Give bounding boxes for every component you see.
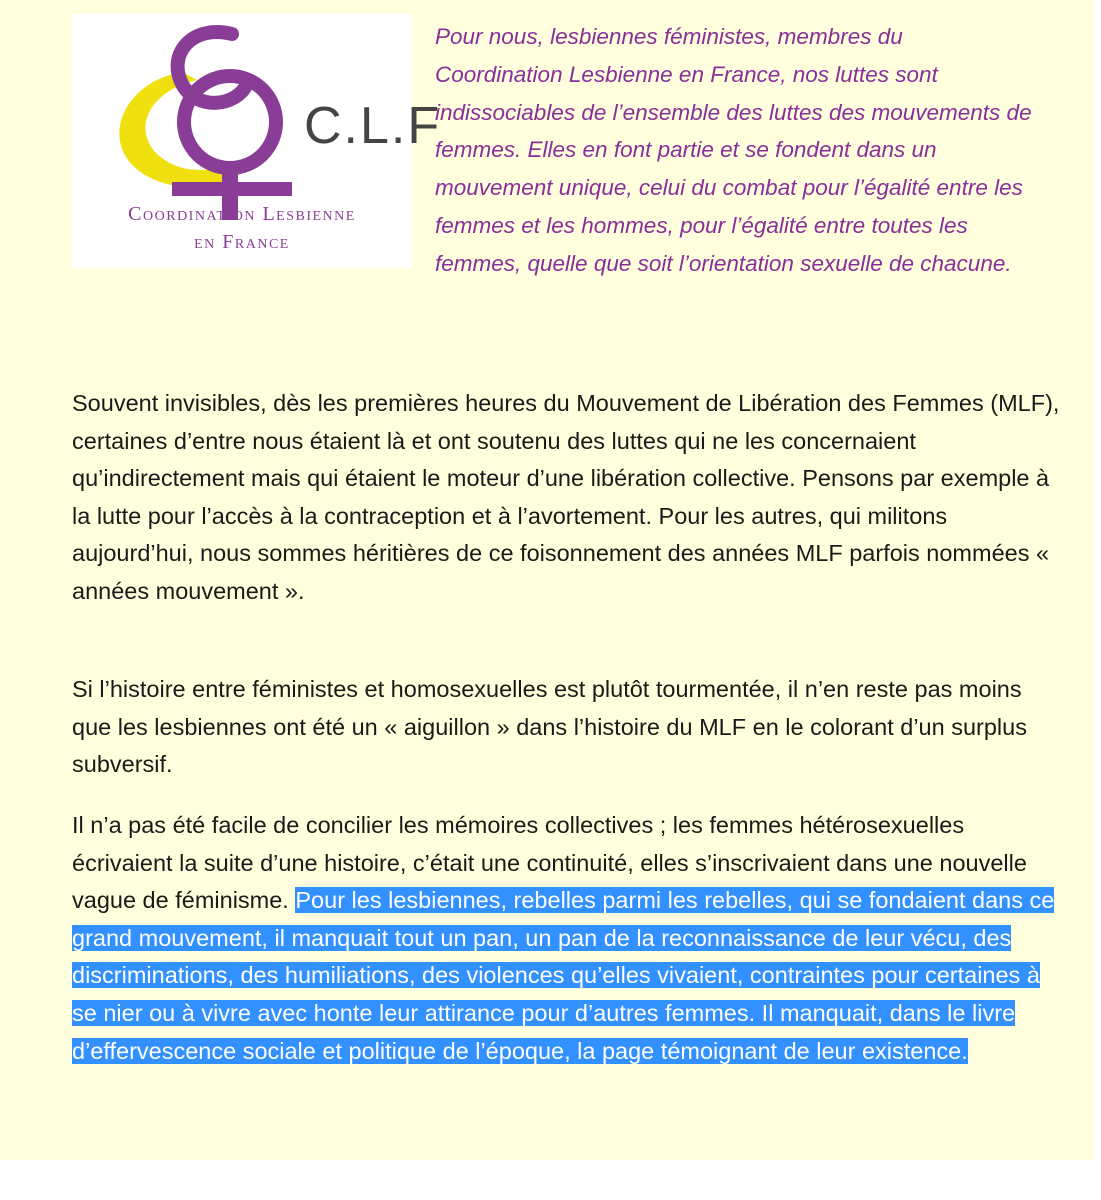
venus-circle [184, 76, 276, 168]
paragraph-1: Souvent invisibles, dès les premières heures du Mouvement de Libération des Femmes (MLF), certaines d’entre nous étaient là et ont soutenu des luttes qui ne les concernaient qu’indirectement mais qui étaient le moteur d’une libération collective. Pensons par exemple à la lutte pour l’accès à la contraception et à l’avortement. Pour les autres, qui militons aujourd’hui, nous sommes héritières de ce foisonnement des années MLF parfois nommées « années mouvement ». [72, 390, 1060, 604]
paragraph-3-text: Il n’a pas été facile de concilier les mémoires collectives ; les femmes hétérosexuelles écrivaient la suite d’une histoire, c’était une continuité, elles s’inscrivaient dans une nouvelle vague de féminisme. [72, 812, 1027, 914]
logo-caption-line2: en France [194, 231, 290, 253]
paragraph-3 [72, 807, 1062, 1070]
selected-text[interactable]: Pour les lesbiennes, rebelles parmi les rebelles, qui se fondaient dans ce grand mouvement, il manquait tout un pan, un pan de la reconnaissance de leur vécu, des discriminations, des humiliations, des violences qu’elles vivaient, contraintes pour certaines à se nier ou à vivre avec honte leur attirance pour d’autres femmes. Il manquait, dans le livre d’effervescence sociale et politique de l’époque, la page témoignant de leur existence. [72, 887, 1055, 1064]
logo-caption [72, 200, 412, 256]
intro-quote: Pour nous, lesbiennes féministes, membres du Coordination Lesbienne en France, nos luttes sont indissociables de l’ensemble des luttes des mouvements de femmes. Elles en font partie et se fondent dans un mouvement unique, celui du combat pour l’égalité entre les femmes et les hommes, pour l’égalité entre toutes les femmes, quelle que soit l’orientation sexuelle de chacune. [435, 24, 1032, 276]
logo-acronym: C.L.F [304, 97, 442, 155]
venus-crossbar [172, 182, 292, 196]
clf-logo [72, 14, 442, 268]
paragraph-2: Si l’histoire entre féministes et homosexuelles est plutôt tourmentée, il n’en reste pas moins que les lesbiennes ont été un « aiguillon » dans l’histoire du MLF en le colorant d’un surplus subversif. [72, 676, 1027, 778]
logo-caption-line1: Coordination Lesbienne [128, 203, 356, 225]
